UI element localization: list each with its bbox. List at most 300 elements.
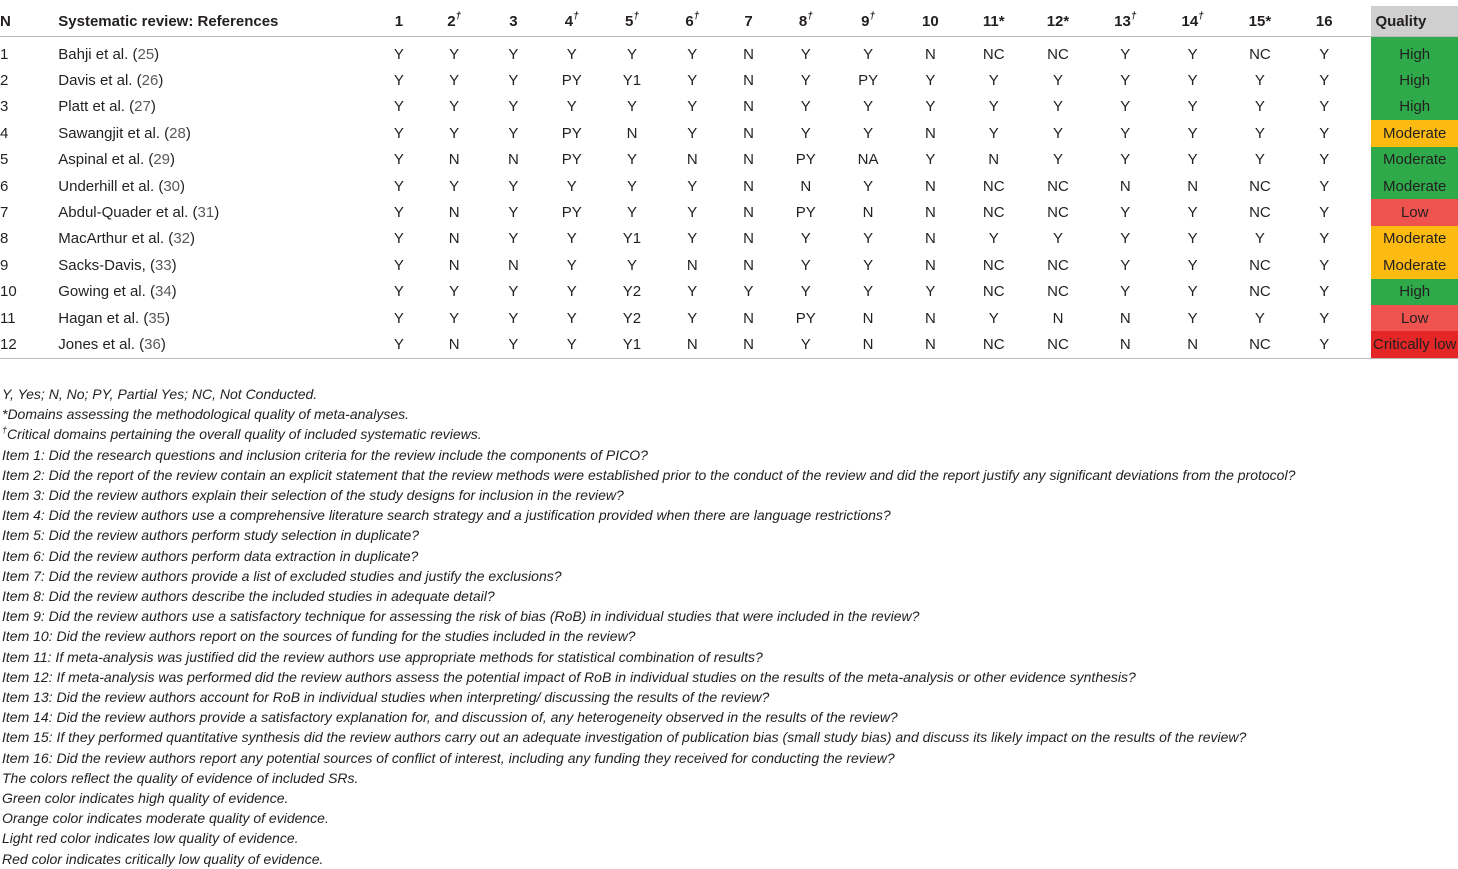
rating-cell-item-16: Y bbox=[1319, 72, 1330, 90]
row-reference bbox=[58, 37, 375, 68]
rating-cell-item-5: Y bbox=[626, 256, 637, 274]
rating-cell-item-15: Y bbox=[1254, 230, 1265, 248]
rating-cell-item-11: NC bbox=[982, 45, 1005, 63]
rating-cell-item-9: Y bbox=[863, 283, 874, 301]
header-item-label: 4 bbox=[564, 12, 574, 30]
table-row bbox=[0, 226, 1458, 252]
header-item-14 bbox=[1160, 6, 1224, 37]
rating-cell-item-6: N bbox=[686, 151, 698, 169]
footnote-dagger bbox=[2, 424, 1295, 444]
header-item-8 bbox=[775, 6, 837, 37]
rating-cell-item-12: NC bbox=[1047, 283, 1069, 301]
rating-cell-item-7: N bbox=[743, 309, 754, 327]
reference-close: ) bbox=[160, 335, 166, 353]
footnote-line: Item 6: Did the review authors perform data extraction in duplicate? bbox=[2, 547, 419, 564]
rating-cell-item-10: Y bbox=[925, 72, 936, 90]
rating-cell-item-13: Y bbox=[1120, 151, 1131, 169]
reference-text: Aspinal et al. ( bbox=[58, 151, 154, 169]
header-item-13 bbox=[1090, 6, 1160, 37]
reference-number-link[interactable]: 30 bbox=[163, 177, 180, 195]
rating-cell-item-3: Y bbox=[508, 98, 519, 116]
row-reference bbox=[58, 279, 375, 305]
reference-number-link[interactable]: 26 bbox=[141, 72, 159, 90]
table-row bbox=[0, 279, 1458, 305]
footnote-line: Light red color indicates low quality of evidence. bbox=[2, 830, 299, 847]
rating-cell-item-12: Y bbox=[1052, 72, 1063, 90]
rating-cell-item-2: N bbox=[448, 204, 460, 222]
rating-cell-item-12: Y bbox=[1052, 151, 1063, 169]
row-number: 2 bbox=[0, 72, 9, 90]
rating-cell-item-14: Y bbox=[1187, 230, 1198, 248]
rating-cell-item-9: Y bbox=[863, 45, 874, 63]
row-reference bbox=[58, 94, 375, 120]
rating-cell-item-2: Y bbox=[449, 72, 460, 90]
rating-cell-item-3: Y bbox=[508, 283, 519, 301]
rating-cell-item-10: Y bbox=[925, 283, 936, 301]
rating-cell-item-1: Y bbox=[393, 72, 404, 90]
rating-cell-item-1: Y bbox=[393, 151, 404, 169]
reference-text: Gowing et al. ( bbox=[58, 283, 155, 301]
rating-cell-item-10: N bbox=[924, 309, 936, 327]
header-spacer bbox=[1353, 6, 1371, 37]
footnote-dagger-text: Critical domains pertaining the overall quality of included systematic reviews. bbox=[7, 426, 482, 443]
rating-cell-item-1: Y bbox=[393, 204, 404, 222]
rating-cell-item-13: Y bbox=[1120, 45, 1131, 63]
table-row bbox=[0, 305, 1458, 331]
rating-cell-item-8: Y bbox=[800, 124, 811, 142]
rating-cell-item-9: N bbox=[862, 309, 874, 327]
rating-cell-item-6: Y bbox=[687, 177, 698, 195]
row-number: 6 bbox=[0, 177, 9, 195]
rating-cell-item-6: N bbox=[686, 256, 698, 274]
table-row bbox=[0, 120, 1458, 146]
reference-text: Sacks-Davis, ( bbox=[58, 256, 155, 274]
rating-cell-item-13: Y bbox=[1120, 256, 1131, 274]
footnote-line: Item 3: Did the review authors explain their selection of the study designs for inclusion in the review? bbox=[2, 487, 624, 504]
rating-cell-item-11: NC bbox=[982, 283, 1005, 301]
reference-number-link[interactable]: 34 bbox=[154, 283, 172, 301]
reference-text: MacArthur et al. ( bbox=[58, 230, 174, 248]
row-spacer bbox=[1353, 305, 1371, 331]
rating-cell-item-9: N bbox=[862, 204, 874, 222]
header-item-4 bbox=[542, 6, 602, 37]
rating-cell-item-2: Y bbox=[449, 283, 460, 301]
rating-cell-item-3: Y bbox=[508, 309, 519, 327]
row-reference bbox=[58, 147, 375, 173]
rating-cell-item-15: NC bbox=[1249, 204, 1271, 222]
rating-cell-item-16: Y bbox=[1319, 45, 1330, 63]
reference-number-link[interactable]: 32 bbox=[173, 230, 190, 248]
header-item-6 bbox=[662, 6, 722, 37]
header-item-label: 13 bbox=[1114, 12, 1131, 30]
rating-cell-item-5: Y bbox=[626, 177, 637, 195]
rating-cell-item-1: Y bbox=[375, 331, 423, 358]
rating-cell-item-6: Y bbox=[687, 283, 698, 301]
rating-cell-item-13: N bbox=[1119, 309, 1131, 327]
reference-number-link[interactable]: 28 bbox=[169, 124, 186, 142]
dagger-mark: † bbox=[573, 10, 579, 22]
row-number: 12 bbox=[0, 331, 58, 358]
quality-badge: Moderate bbox=[1371, 120, 1458, 146]
row-spacer bbox=[1353, 37, 1371, 68]
quality-badge: Moderate bbox=[1371, 252, 1458, 278]
footnote-line: Item 13: Did the review authors account for RoB in individual studies when interpreting/ discussing the results of the review? bbox=[2, 689, 770, 706]
header-item-label: 8 bbox=[798, 12, 808, 30]
header-item-2 bbox=[423, 6, 485, 37]
rating-cell-item-15: Y bbox=[1254, 72, 1265, 90]
rating-cell-item-7: N bbox=[743, 204, 754, 222]
table-row bbox=[0, 147, 1458, 173]
rating-cell-item-7: Y bbox=[743, 283, 754, 301]
rating-cell-item-8: PY bbox=[795, 151, 816, 169]
reference-text: Jones et al. ( bbox=[58, 335, 145, 353]
rating-cell-item-2: Y bbox=[449, 98, 460, 116]
rating-cell-item-1: Y bbox=[393, 309, 404, 327]
rating-cell-item-4: Y bbox=[566, 283, 577, 301]
rating-cell-item-14: Y bbox=[1187, 256, 1198, 274]
quality-badge: High bbox=[1371, 37, 1458, 68]
rating-cell-item-5: Y1 bbox=[622, 230, 642, 248]
rating-cell-item-3: Y bbox=[508, 124, 519, 142]
footnote-line: The colors reflect the quality of evidence of included SRs. bbox=[2, 769, 359, 786]
rating-cell-item-15: NC bbox=[1249, 256, 1271, 274]
header-reference: Systematic review: References bbox=[58, 6, 375, 37]
rating-cell-item-5: Y1 bbox=[602, 331, 662, 358]
rating-cell-item-13: Y bbox=[1120, 98, 1131, 116]
reference-number-link[interactable]: 36 bbox=[144, 335, 161, 353]
table-row bbox=[0, 173, 1458, 199]
rating-cell-item-14: Y bbox=[1187, 309, 1198, 327]
row-number: 7 bbox=[0, 204, 9, 222]
rating-cell-item-8: Y bbox=[800, 45, 811, 63]
rating-cell-item-16: Y bbox=[1319, 177, 1330, 195]
rating-cell-item-8: PY bbox=[795, 309, 816, 327]
rating-cell-item-15: NC bbox=[1249, 177, 1271, 195]
rating-cell-item-8: Y bbox=[800, 230, 811, 248]
reference-number-link[interactable]: 31 bbox=[197, 204, 215, 222]
rating-cell-item-4: PY bbox=[561, 151, 582, 169]
footnote-abbreviations: Y, Yes; N, No; PY, Partial Yes; NC, Not Conducted. bbox=[2, 386, 318, 402]
rating-cell-item-13: Y bbox=[1120, 283, 1131, 301]
rating-cell-item-6: Y bbox=[687, 124, 698, 142]
table-row bbox=[0, 67, 1458, 93]
footnote-line: Item 8: Did the review authors describe the included studies in adequate detail? bbox=[2, 588, 495, 605]
rating-cell-item-6: Y bbox=[687, 309, 698, 327]
row-number: 11 bbox=[0, 309, 16, 327]
rating-cell-item-16: Y bbox=[1319, 124, 1330, 142]
rating-cell-item-13: Y bbox=[1120, 204, 1131, 222]
rating-cell-item-8: Y bbox=[800, 72, 811, 90]
header-quality: Quality bbox=[1371, 6, 1458, 37]
rating-cell-item-3: Y bbox=[508, 72, 519, 90]
quality-badge: Moderate bbox=[1371, 173, 1458, 199]
reference-close: ) bbox=[154, 45, 160, 63]
rating-cell-item-4: Y bbox=[566, 45, 577, 63]
rating-cell-item-3: Y bbox=[508, 177, 519, 195]
rating-cell-item-5: Y bbox=[626, 45, 637, 63]
table-row bbox=[0, 199, 1458, 225]
reference-text: Platt et al. ( bbox=[58, 98, 135, 116]
row-reference bbox=[58, 331, 375, 358]
rating-cell-item-14: Y bbox=[1187, 98, 1198, 116]
rating-cell-item-9: N bbox=[837, 331, 899, 358]
header-item-label: 11* bbox=[982, 12, 1005, 30]
footnote-line: Item 15: If they performed quantitative synthesis did the review authors carry out an adequate investigation of publication bias (small study bias) and discuss its likely impact on the results of the review? bbox=[2, 729, 1247, 746]
rating-cell-item-9: Y bbox=[863, 98, 874, 116]
table-body bbox=[0, 37, 1458, 359]
rating-cell-item-4: PY bbox=[561, 124, 582, 142]
row-spacer bbox=[1353, 279, 1371, 305]
quality-badge: Low bbox=[1371, 305, 1458, 331]
rating-cell-item-4: Y bbox=[542, 331, 602, 358]
reference-text: Abdul-Quader et al. ( bbox=[58, 204, 198, 222]
table-header-row bbox=[0, 6, 1458, 37]
rating-cell-item-10: Y bbox=[925, 151, 936, 169]
header-item-3 bbox=[485, 6, 541, 37]
rating-cell-item-6: N bbox=[662, 331, 722, 358]
rating-cell-item-9: Y bbox=[863, 230, 874, 248]
rating-cell-item-12: NC bbox=[1026, 331, 1090, 358]
rating-cell-item-3: Y bbox=[508, 230, 519, 248]
rating-cell-item-14: Y bbox=[1187, 72, 1198, 90]
table-row bbox=[0, 252, 1458, 278]
rating-cell-item-9: NA bbox=[857, 151, 879, 169]
rating-cell-item-11: NC bbox=[962, 331, 1026, 358]
header-item-15 bbox=[1225, 6, 1295, 37]
rating-cell-item-8: N bbox=[800, 177, 812, 195]
rating-cell-item-8: Y bbox=[800, 283, 811, 301]
rating-cell-item-10: N bbox=[924, 177, 936, 195]
rating-cell-item-16: Y bbox=[1319, 151, 1330, 169]
row-number: 4 bbox=[0, 124, 9, 142]
rating-cell-item-9: Y bbox=[863, 256, 874, 274]
rating-cell-item-14: N bbox=[1187, 177, 1199, 195]
rating-cell-item-6: Y bbox=[687, 230, 698, 248]
dagger-mark: † bbox=[455, 10, 462, 22]
row-reference bbox=[58, 305, 375, 331]
dagger-mark: † bbox=[869, 10, 876, 22]
rating-cell-item-5: Y bbox=[626, 204, 637, 222]
rating-cell-item-5: Y bbox=[626, 151, 637, 169]
rating-cell-item-2: N bbox=[448, 151, 460, 169]
header-item-16 bbox=[1295, 6, 1353, 37]
rating-cell-item-15: NC bbox=[1225, 331, 1295, 358]
rating-cell-item-2: Y bbox=[449, 45, 460, 63]
rating-cell-item-12: NC bbox=[1047, 256, 1069, 274]
rating-cell-item-1: Y bbox=[393, 177, 404, 195]
rating-cell-item-12: Y bbox=[1052, 230, 1063, 248]
rating-cell-item-11: Y bbox=[988, 230, 999, 248]
reference-close: ) bbox=[190, 230, 195, 248]
rating-cell-item-12: N bbox=[1052, 309, 1064, 327]
header-item-7 bbox=[722, 6, 774, 37]
rating-cell-item-13: N bbox=[1090, 331, 1160, 358]
header-item-1 bbox=[375, 6, 423, 37]
rating-cell-item-14: N bbox=[1160, 331, 1224, 358]
rating-cell-item-8: PY bbox=[795, 204, 816, 222]
rating-cell-item-16: Y bbox=[1319, 256, 1330, 274]
dagger-mark: † bbox=[693, 10, 700, 22]
rating-cell-item-15: NC bbox=[1249, 283, 1271, 301]
rating-cell-item-7: N bbox=[743, 45, 754, 63]
reference-number-link[interactable]: 35 bbox=[148, 309, 166, 327]
row-spacer bbox=[1353, 226, 1371, 252]
row-reference bbox=[58, 67, 375, 93]
rating-cell-item-3: N bbox=[508, 256, 519, 274]
rating-cell-item-16: Y bbox=[1319, 283, 1330, 301]
reference-close: ) bbox=[214, 204, 220, 222]
rating-cell-item-12: Y bbox=[1052, 98, 1063, 116]
amstar-quality-table bbox=[0, 6, 1458, 359]
rating-cell-item-11: N bbox=[988, 151, 1000, 169]
rating-cell-item-11: NC bbox=[982, 204, 1005, 222]
header-item-label: 15* bbox=[1248, 12, 1272, 30]
quality-badge: Moderate bbox=[1371, 226, 1458, 252]
rating-cell-item-2: Y bbox=[449, 177, 460, 195]
row-spacer bbox=[1353, 94, 1371, 120]
header-item-5 bbox=[602, 6, 662, 37]
quality-badge: High bbox=[1371, 67, 1458, 93]
rating-cell-item-1: Y bbox=[393, 230, 404, 248]
rating-cell-item-6: Y bbox=[687, 45, 698, 63]
dagger-mark: † bbox=[1130, 10, 1137, 22]
table-row bbox=[0, 331, 1458, 358]
rating-cell-item-1: Y bbox=[393, 98, 404, 116]
reference-close: ) bbox=[180, 177, 185, 195]
reference-text: Bahji et al. ( bbox=[58, 45, 138, 63]
rating-cell-item-6: Y bbox=[687, 204, 698, 222]
rating-cell-item-12: NC bbox=[1047, 204, 1069, 222]
rating-cell-item-13: Y bbox=[1120, 230, 1131, 248]
rating-cell-item-14: Y bbox=[1187, 45, 1198, 63]
rating-cell-item-9: PY bbox=[858, 72, 879, 90]
rating-cell-item-16: Y bbox=[1319, 204, 1330, 222]
rating-cell-item-15: Y bbox=[1254, 151, 1265, 169]
quality-badge: High bbox=[1371, 279, 1458, 305]
rating-cell-item-11: Y bbox=[988, 309, 999, 327]
rating-cell-item-10: Y bbox=[925, 98, 936, 116]
rating-cell-item-4: Y bbox=[566, 309, 577, 327]
rating-cell-item-10: N bbox=[924, 45, 936, 63]
dagger-mark: † bbox=[1198, 10, 1204, 22]
header-n: N bbox=[0, 6, 58, 37]
rating-cell-item-8: Y bbox=[800, 256, 811, 274]
reference-close: ) bbox=[171, 256, 177, 274]
rating-cell-item-8: Y bbox=[800, 98, 811, 116]
table-row bbox=[0, 37, 1458, 68]
rating-cell-item-5: Y2 bbox=[622, 309, 642, 327]
rating-cell-item-16: Y bbox=[1319, 309, 1330, 327]
rating-cell-item-8: Y bbox=[775, 331, 837, 358]
dagger-mark: † bbox=[807, 10, 813, 22]
row-reference bbox=[58, 120, 375, 146]
rating-cell-item-7: N bbox=[722, 331, 774, 358]
rating-cell-item-7: N bbox=[743, 177, 754, 195]
reference-text: Underhill et al. ( bbox=[58, 177, 164, 195]
rating-cell-item-3: N bbox=[508, 151, 519, 169]
rating-cell-item-13: Y bbox=[1120, 124, 1131, 142]
row-reference bbox=[58, 226, 375, 252]
rating-cell-item-15: Y bbox=[1254, 124, 1265, 142]
row-number: 10 bbox=[0, 283, 17, 301]
rating-cell-item-10: N bbox=[924, 204, 936, 222]
header-item-label: 16 bbox=[1315, 12, 1333, 30]
table-row bbox=[0, 94, 1458, 120]
rating-cell-item-4: Y bbox=[566, 230, 577, 248]
rating-cell-item-14: Y bbox=[1187, 283, 1198, 301]
footnote-line: Green color indicates high quality of evidence. bbox=[2, 790, 289, 807]
rating-cell-item-12: NC bbox=[1047, 45, 1069, 63]
rating-cell-item-11: Y bbox=[988, 124, 999, 142]
rating-cell-item-7: N bbox=[743, 256, 754, 274]
rating-cell-item-14: Y bbox=[1187, 204, 1198, 222]
rating-cell-item-16: Y bbox=[1319, 98, 1330, 116]
rating-cell-item-1: Y bbox=[393, 45, 404, 63]
reference-number-link[interactable]: 25 bbox=[137, 45, 155, 63]
rating-cell-item-4: PY bbox=[561, 204, 582, 222]
rating-cell-item-14: Y bbox=[1187, 124, 1198, 142]
row-spacer bbox=[1353, 120, 1371, 146]
header-item-10 bbox=[899, 6, 961, 37]
reference-number-link[interactable]: 33 bbox=[154, 256, 172, 274]
footnote-line: Item 14: Did the review authors provide a satisfactory explanation for, and discussion of, any heterogeneity observed in the results of the review? bbox=[2, 709, 898, 726]
footnote-line: Item 7: Did the review authors provide a list of excluded studies and justify the exclusions? bbox=[2, 567, 562, 584]
dagger-mark: † bbox=[633, 10, 639, 22]
reference-text: Davis et al. ( bbox=[58, 72, 142, 90]
footnote-line: Item 10: Did the review authors report on the sources of funding for the studies included in the review? bbox=[2, 628, 636, 645]
header-item-label: 6 bbox=[685, 12, 694, 30]
row-number: 3 bbox=[0, 98, 9, 116]
header-item-label: 3 bbox=[509, 12, 518, 30]
header-item-label: 2 bbox=[447, 12, 456, 30]
table-footnotes bbox=[2, 384, 1295, 869]
header-item-11 bbox=[962, 6, 1026, 37]
footnote-line: Item 2: Did the report of the review contain an explicit statement that the review methods were established prior to the conduct of the review and did the report justify any significant deviations from the protocol? bbox=[2, 466, 1296, 483]
rating-cell-item-10: N bbox=[924, 124, 936, 142]
rating-cell-item-11: NC bbox=[982, 256, 1005, 274]
reference-number-link[interactable]: 27 bbox=[134, 98, 151, 116]
quality-badge: Low bbox=[1371, 199, 1458, 225]
reference-text: Sawangjit et al. ( bbox=[58, 124, 170, 142]
footnote-line: Red color indicates critically low quality of evidence. bbox=[2, 850, 324, 867]
rating-cell-item-5: Y1 bbox=[622, 72, 642, 90]
reference-close: ) bbox=[158, 72, 164, 90]
rating-cell-item-4: Y bbox=[566, 98, 577, 116]
header-item-label: 12* bbox=[1046, 12, 1070, 30]
row-number: 8 bbox=[0, 230, 9, 248]
reference-close: ) bbox=[150, 98, 156, 116]
rating-cell-item-2: Y bbox=[449, 124, 460, 142]
row-spacer bbox=[1353, 173, 1371, 199]
rating-cell-item-11: Y bbox=[988, 72, 999, 90]
row-spacer bbox=[1353, 147, 1371, 173]
rating-cell-item-2: N bbox=[423, 331, 485, 358]
rating-cell-item-7: N bbox=[743, 72, 754, 90]
row-spacer bbox=[1353, 252, 1371, 278]
rating-cell-item-4: PY bbox=[561, 72, 582, 90]
row-spacer bbox=[1353, 67, 1371, 93]
rating-cell-item-4: Y bbox=[566, 177, 577, 195]
rating-cell-item-13: N bbox=[1119, 177, 1131, 195]
rating-cell-item-5: Y bbox=[626, 98, 637, 116]
footnote-star: *Domains assessing the methodological quality of meta-analyses. bbox=[2, 406, 409, 423]
reference-number-link[interactable]: 29 bbox=[153, 151, 170, 169]
rating-cell-item-6: Y bbox=[687, 98, 698, 116]
row-reference bbox=[58, 199, 375, 225]
rating-cell-item-11: Y bbox=[988, 98, 999, 116]
rating-cell-item-10: N bbox=[924, 256, 936, 274]
rating-cell-item-7: N bbox=[743, 151, 754, 169]
